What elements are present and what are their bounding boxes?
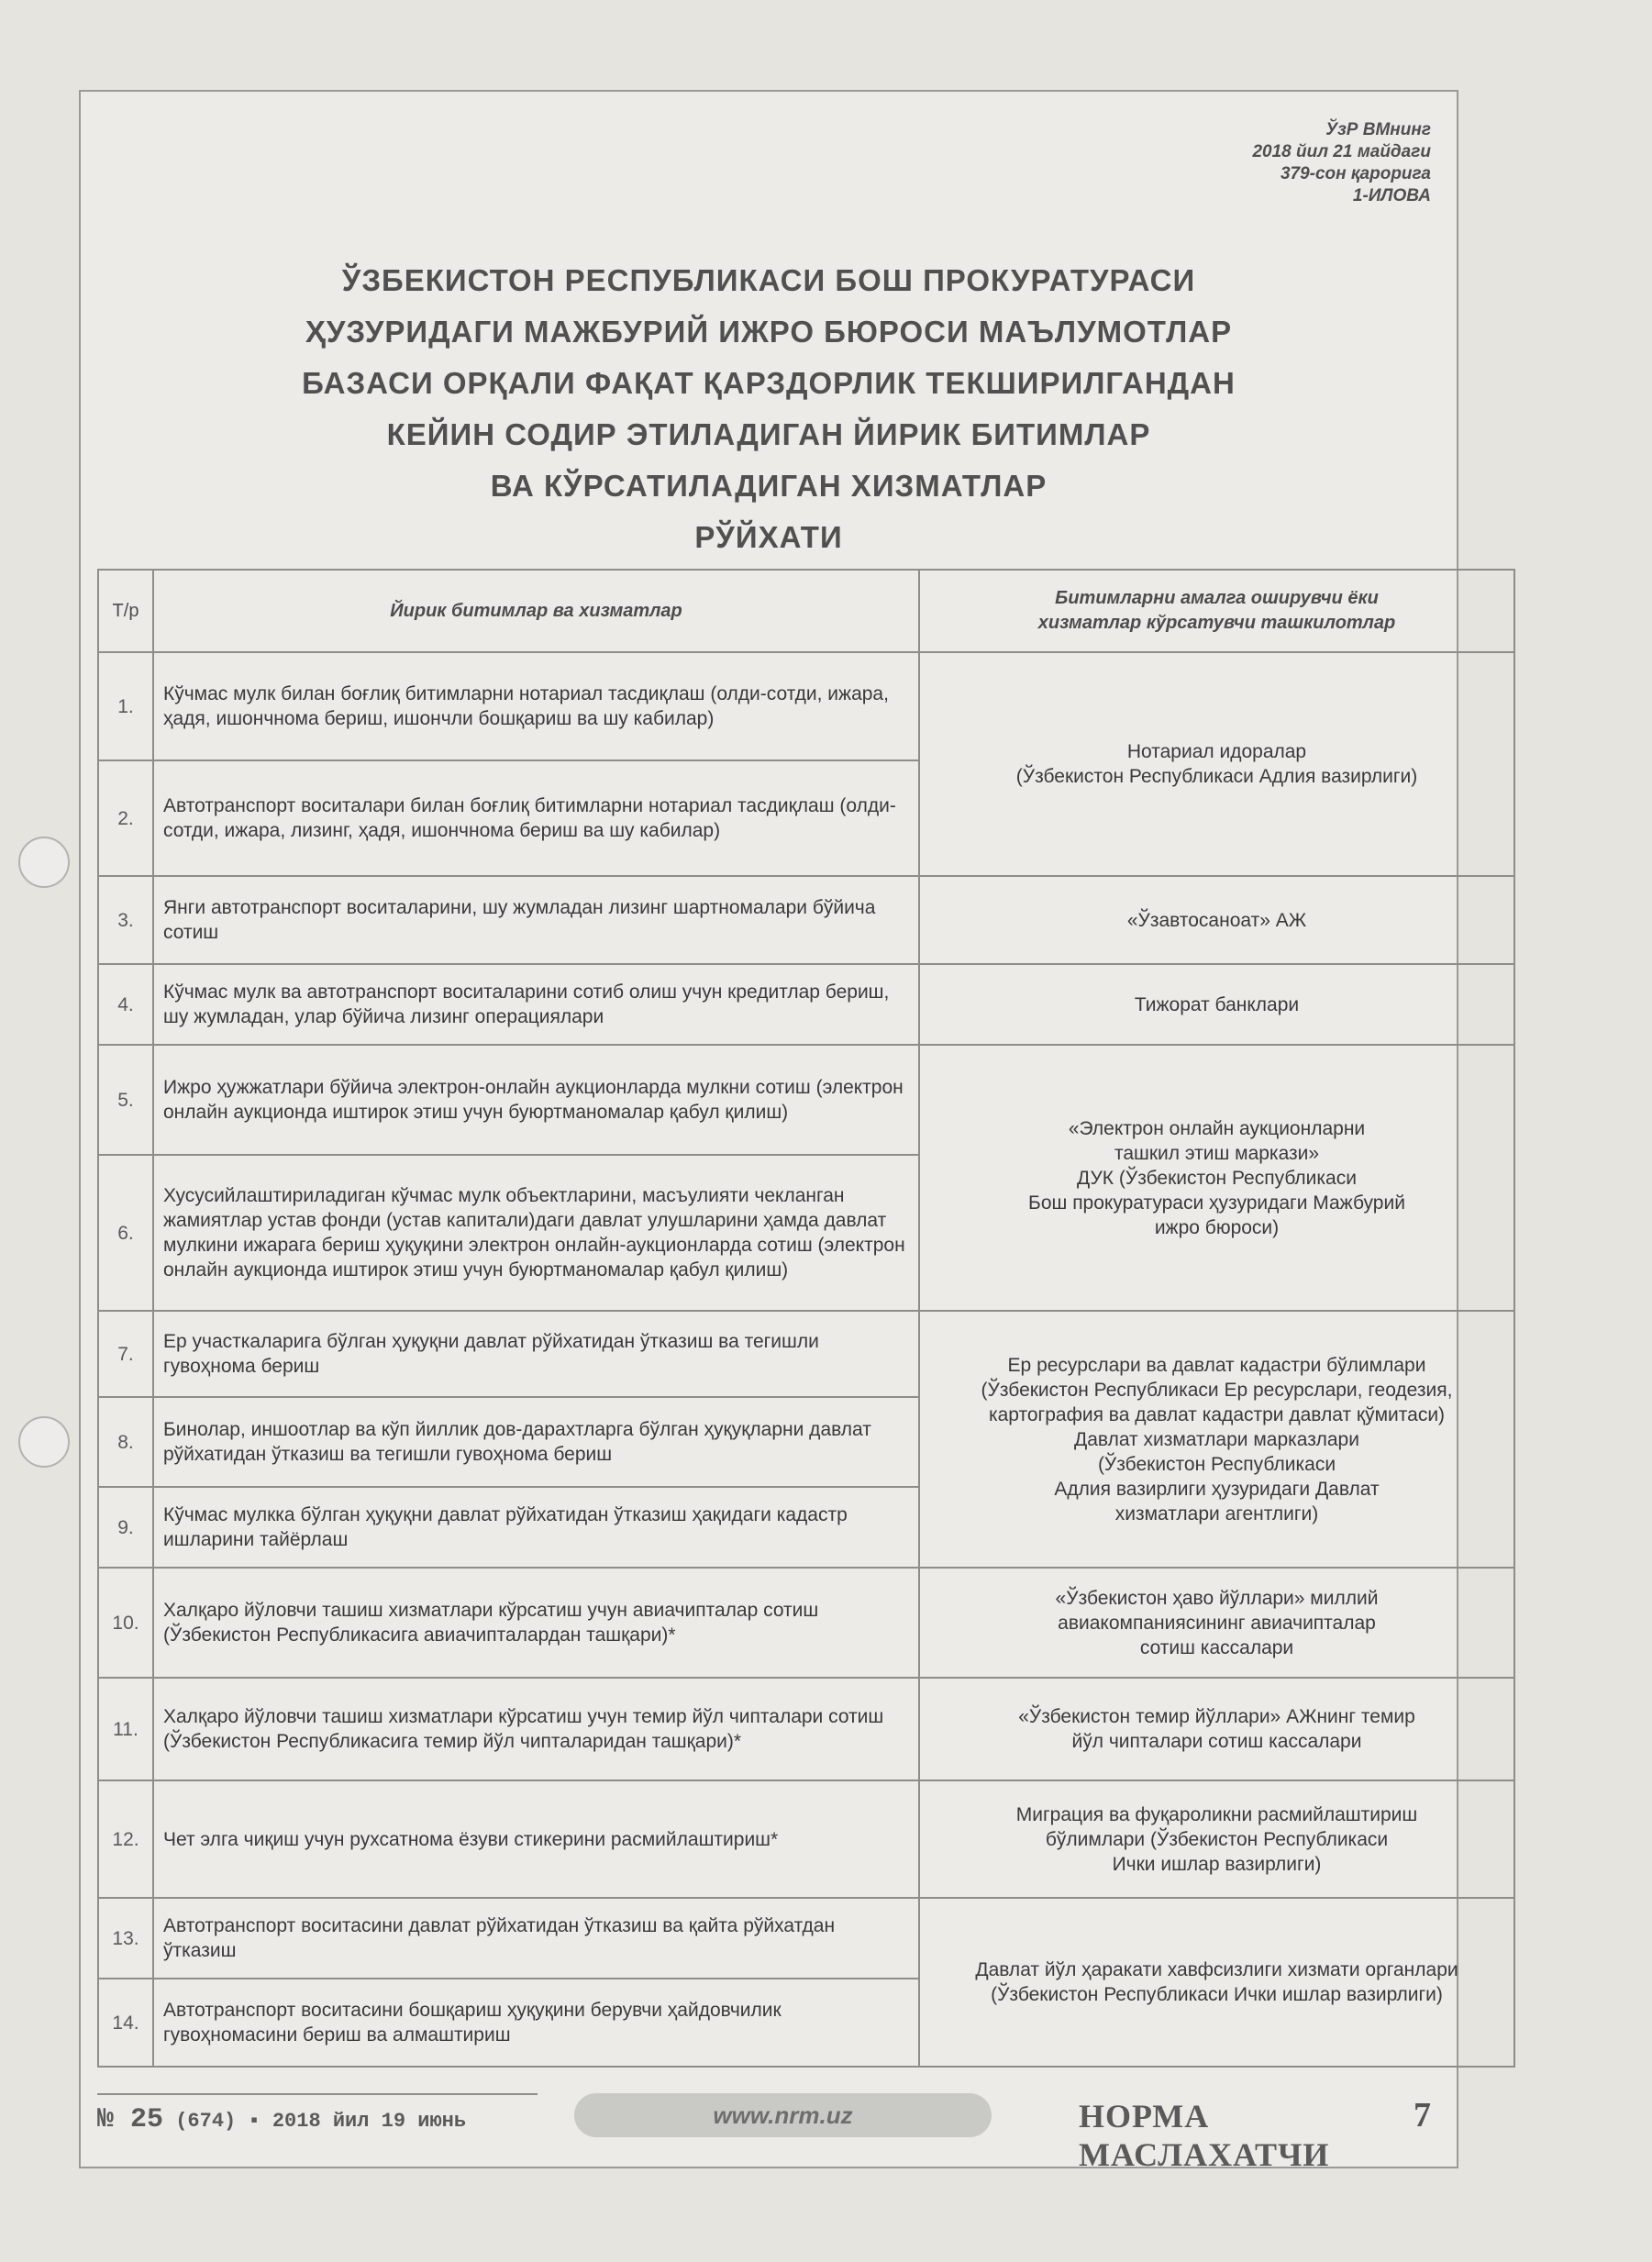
org-line: Ички ишлар вазирлиги) <box>1112 1853 1322 1875</box>
org-cell-banks: Тижорат банклари <box>919 964 1514 1045</box>
website-link[interactable]: www.nrm.uz <box>574 2093 992 2137</box>
row-service: Янги автотранспорт воситаларини, шу жумладан лизинг шартномалари бўйича сотиш <box>153 876 919 964</box>
row-service: Халқаро йўловчи ташиш хизматлари кўрсатиш учун темир йўл чипталари сотиш (Ўзбекистон Республикасига темир йўл чипталаридан ташқари)* <box>153 1678 919 1780</box>
org-cell-land <box>919 1311 1514 1568</box>
row-num: 3. <box>98 876 153 964</box>
page-footer <box>97 2088 1440 2173</box>
row-num: 8. <box>98 1397 153 1487</box>
binder-hole-bottom <box>18 1416 70 1468</box>
org-cell-uzavto: «Ўзавтосаноат» АЖ <box>919 876 1514 964</box>
services-table <box>97 569 1515 2068</box>
row-num: 7. <box>98 1311 153 1397</box>
annex-line-1: ЎзР ВМнинг <box>1325 120 1431 139</box>
header-orgs-line-2: хизматлар кўрсатувчи ташкилотлар <box>1037 613 1396 633</box>
row-service: Ер участкаларига бўлган ҳуқуқни давлат рўйхатидан ўтказиш ва тегишли гувоҳнома бериш <box>153 1311 919 1397</box>
table-row <box>98 1780 1514 1898</box>
org-line: ижро бюроси) <box>1154 1216 1280 1238</box>
row-service: Автотранспорт воситалари билан боғлиқ битимларни нотариал тасдиқлаш (олди-сотди, ижара, лизинг, ҳадя, ишончнома бериш ва шу кабилар) <box>153 760 919 876</box>
header-orgs <box>919 570 1514 652</box>
issue-date: (674) ▪ 2018 йил 19 июнь <box>175 2110 467 2133</box>
table-row <box>98 876 1514 964</box>
row-num: 2. <box>98 760 153 876</box>
org-cell-auction <box>919 1045 1514 1311</box>
org-line: хизматлари агентлиги) <box>1114 1502 1319 1525</box>
header-services: Йирик битимлар ва хизматлар <box>153 570 919 652</box>
row-num: 13. <box>98 1898 153 1979</box>
publication-logo: НОРМА МАСЛАХАТЧИ <box>1079 2098 1330 2173</box>
row-service: Хусусийлаштириладиган кўчмас мулк объектларини, масъулияти чекланган жамиятлар устав фонди (устав капитали)даги давлат улушларини ҳамда давлат мулкини ижарага бериш ҳуқуқини электрон онлайн-аукционларда сотиш (электрон онлайн аукционда иштирок этиш учун буюртманомалар қабул қилиш) <box>153 1155 919 1311</box>
org-line: Бош прокуратураси ҳузуридаги Мажбурий <box>1028 1192 1405 1214</box>
org-line: ташкил этиш маркази» <box>1114 1142 1320 1164</box>
org-line: (Ўзбекистон Республикаси Ер ресурслари, геодезия, <box>981 1379 1453 1401</box>
org-line: бўлимлари (Ўзбекистон Республикаси <box>1045 1828 1389 1850</box>
org-line: (Ўзбекистон Республикаси <box>1097 1453 1336 1475</box>
org-line: Ер ресурслари ва давлат кадастри бўлимлари <box>1007 1354 1426 1376</box>
table-row <box>98 1568 1514 1678</box>
table-row <box>98 964 1514 1045</box>
row-service: Кўчмас мулк билан боғлиқ битимларни нотариал тасдиқлаш (олди-сотди, ижара, ҳадя, ишончнома бериш, ишончли бошқариш ва шу кабилар) <box>153 652 919 760</box>
org-line: (Ўзбекистон Республикаси Ички ишлар вазирлиги) <box>991 1984 1443 2005</box>
org-line: ДУК (Ўзбекистон Республикаси <box>1077 1167 1357 1189</box>
row-service: Кўчмас мулкка бўлган ҳуқуқни давлат рўйхатидан ўтказиш ҳақидаги кадастр ишларини тайёрлаш <box>153 1487 919 1568</box>
issue-info <box>97 2093 538 2135</box>
org-cell-rail <box>919 1678 1514 1780</box>
org-cell-air <box>919 1568 1514 1678</box>
issue-number: № 25 <box>97 2104 164 2135</box>
org-cell-notary <box>919 652 1514 876</box>
header-orgs-line-1: Битимларни амалга оширувчи ёки <box>1055 588 1379 608</box>
row-service: Бинолар, иншоотлар ва кўп йиллик дов-дарахтларга бўлган ҳуқуқларни давлат рўйхатидан ўтказиш ва тегишли гувоҳнома бериш <box>153 1397 919 1487</box>
row-service: Халқаро йўловчи ташиш хизматлари кўрсатиш учун авиачипталар сотиш (Ўзбекистон Республикасига авиачипталардан ташқари)* <box>153 1568 919 1678</box>
document-page <box>79 90 1458 2173</box>
title-line-6: РЎЙХАТИ <box>694 520 843 554</box>
org-line: «Электрон онлайн аукционларни <box>1068 1117 1366 1139</box>
annex-line-4: 1-ИЛОВА <box>1352 186 1431 205</box>
org-line: «Ўзбекистон темир йўллари» АЖнинг темир <box>1018 1706 1415 1727</box>
title-line-5: ВА КЎРСАТИЛАДИГАН ХИЗМАТЛАР <box>490 469 1048 503</box>
row-service: Ижро ҳужжатлари бўйича электрон-онлайн аукционларда мулкни сотиш (электрон онлайн аукционда иштирок этиш учун буюртманомалар қабул қилиш) <box>153 1045 919 1155</box>
org-line: (Ўзбекистон Республикаси Адлия вазирлиги) <box>1015 766 1418 787</box>
row-num: 6. <box>98 1155 153 1311</box>
table-row <box>98 1898 1514 1979</box>
annex-line-3: 379-сон қарорига <box>1280 164 1431 183</box>
org-line: Нотариал идоралар <box>1126 741 1307 762</box>
row-num: 1. <box>98 652 153 760</box>
annex-stamp <box>1252 119 1431 207</box>
row-num: 9. <box>98 1487 153 1568</box>
org-line: картография ва давлат кадастри давлат қўмитаси) <box>988 1403 1446 1425</box>
row-service: Автотранспорт воситасини давлат рўйхатидан ўтказиш ва қайта рўйхатдан ўтказиш <box>153 1898 919 1979</box>
org-line: авиакомпаниясининг авиачипталар <box>1058 1612 1376 1634</box>
row-service: Чет элга чиқиш учун рухсатнома ёзуви стикерини расмийлаштириш* <box>153 1780 919 1898</box>
title-line-4: КЕЙИН СОДИР ЭТИЛАДИГАН ЙИРИК БИТИМЛАР <box>386 417 1151 451</box>
row-num: 14. <box>98 1979 153 2067</box>
org-cell-migration <box>919 1780 1514 1898</box>
table-row <box>98 1311 1514 1397</box>
org-cell-traffic <box>919 1898 1514 2067</box>
annex-line-2: 2018 йил 21 майдаги <box>1252 142 1431 161</box>
org-line: сотиш кассалари <box>1139 1636 1294 1658</box>
table-row <box>98 652 1514 760</box>
row-num: 4. <box>98 964 153 1045</box>
org-line: Адлия вазирлиги ҳузуридаги Давлат <box>1054 1478 1380 1500</box>
title-line-2: ҲУЗУРИДАГИ МАЖБУРИЙ ИЖРО БЮРОСИ МАЪЛУМОТЛАР <box>305 315 1233 349</box>
row-num: 12. <box>98 1780 153 1898</box>
table-row <box>98 1045 1514 1155</box>
row-service: Кўчмас мулк ва автотранспорт воситаларини сотиб олиш учун кредитлар бериш, шу жумладан, улар бўйича лизинг операциялари <box>153 964 919 1045</box>
row-num: 11. <box>98 1678 153 1780</box>
org-line: Давлат хизматлари марказлари <box>1074 1428 1359 1450</box>
org-line: Давлат йўл ҳаракати хавфсизлиги хизмати органлари <box>975 1959 1458 1980</box>
title-line-1: ЎЗБЕКИСТОН РЕСПУБЛИКАСИ БОШ ПРОКУРАТУРАСИ <box>341 263 1196 297</box>
row-service: Автотранспорт воситасини бошқариш ҳуқуқини берувчи ҳайдовчилик гувоҳномасини бериш ва алмаштириш <box>153 1979 919 2067</box>
table-header-row <box>98 570 1514 652</box>
org-line: йўл чипталари сотиш кассалари <box>1071 1731 1362 1752</box>
page-number: 7 <box>1414 2096 1431 2134</box>
header-num: Т/р <box>98 570 153 652</box>
title-line-3: БАЗАСИ ОРҚАЛИ ФАҚАТ ҚАРЗДОРЛИК ТЕКШИРИЛГАНДАН <box>302 366 1236 400</box>
row-num: 10. <box>98 1568 153 1678</box>
row-num: 5. <box>98 1045 153 1155</box>
org-line: «Ўзбекистон ҳаво йўллари» миллий <box>1055 1587 1379 1609</box>
binder-hole-top <box>18 837 70 888</box>
org-line: Миграция ва фуқароликни расмийлаштириш <box>1015 1803 1418 1825</box>
table-row <box>98 1678 1514 1780</box>
document-title <box>182 255 1356 563</box>
